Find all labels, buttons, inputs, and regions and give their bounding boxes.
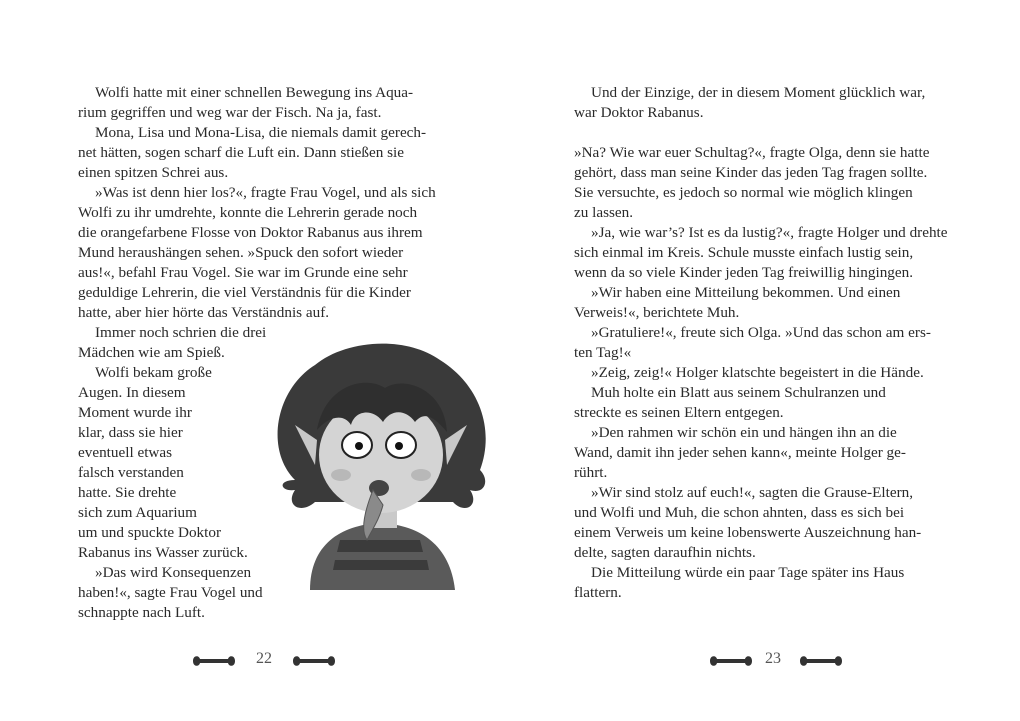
text-line: Wolfi bekam große bbox=[95, 364, 212, 381]
text-line: »Ja, wie war’s? Ist es da lustig?«, fragte Holger und drehte bbox=[591, 224, 948, 241]
text-line: aus!«, befahl Frau Vogel. Sie war im Grunde eine sehr bbox=[78, 264, 408, 281]
text-line: hatte, aber hier hörte das Verständnis auf. bbox=[78, 304, 330, 321]
left-text-top bbox=[78, 83, 448, 323]
page-number: 23 bbox=[765, 650, 781, 667]
text-line: klar, dass sie hier bbox=[78, 424, 183, 441]
text-line: »Gratuliere!«, freute sich Olga. »Und das schon am ers- bbox=[591, 324, 931, 341]
right-text-main bbox=[574, 143, 949, 603]
text-line: »Wir sind stolz auf euch!«, sagten die Grause-Eltern, bbox=[591, 484, 914, 501]
text-line: war Doktor Rabanus. bbox=[574, 104, 704, 121]
text-line: Wand, damit ihn jeder sehen kann«, meinte Holger ge- bbox=[574, 444, 906, 461]
right-page bbox=[510, 0, 1020, 721]
text-line: schnappte nach Luft. bbox=[78, 604, 205, 621]
text-line: gehört, dass man seine Kinder das jeden Tag fragen sollte. bbox=[574, 164, 928, 181]
text-line: um und spuckte Doktor bbox=[78, 524, 221, 541]
text-line: die orangefarbene Flosse von Doktor Rabanus aus ihrem bbox=[78, 224, 423, 241]
text-line: wenn da so viele Kinder jeden Tag freiwillig hingingen. bbox=[574, 264, 914, 281]
text-line: rium gegriffen und weg war der Fisch. Na ja, fast. bbox=[78, 104, 382, 121]
text-line: ten Tag!« bbox=[574, 344, 632, 361]
text-line: haben!«, sagte Frau Vogel und bbox=[78, 584, 263, 601]
girl-illustration bbox=[255, 330, 505, 590]
text-line: »Das wird Konsequenzen bbox=[95, 564, 252, 581]
text-line: Und der Einzige, der in diesem Moment glücklich war, bbox=[591, 84, 926, 101]
text-line: sich einmal im Kreis. Schule musste einfach lustig sein, bbox=[574, 244, 914, 261]
text-line: Mädchen wie am Spieß. bbox=[78, 344, 225, 361]
text-line: geduldige Lehrerin, die viel Verständnis für die Kinder bbox=[78, 284, 411, 301]
text-line: eventuell etwas bbox=[78, 444, 173, 461]
text-line: Moment wurde ihr bbox=[78, 404, 192, 421]
text-line: einem Verweis um keine lobenswerte Auszeichnung han- bbox=[574, 524, 922, 541]
bone-ornament-right bbox=[289, 653, 339, 669]
text-line: Mund heraushängen sehen. »Spuck den sofort wieder bbox=[78, 244, 404, 261]
text-line: »Den rahmen wir schön ein und hängen ihn an die bbox=[591, 424, 897, 441]
text-line: streckte es seinen Eltern entgegen. bbox=[574, 404, 784, 421]
text-line: »Wir haben eine Mitteilung bekommen. Und einen bbox=[591, 284, 901, 301]
text-line: Augen. In diesem bbox=[78, 384, 186, 401]
text-line: net hätten, sogen scharf die Luft ein. Dann stießen sie bbox=[78, 144, 405, 161]
text-line: Muh holte ein Blatt aus seinem Schulranzen und bbox=[591, 384, 886, 401]
text-line: Mona, Lisa und Mona-Lisa, die niemals damit gerech- bbox=[95, 124, 427, 141]
text-line: rührt. bbox=[574, 464, 608, 481]
text-line: und Wolfi und Muh, die schon ahnten, dass es sich bei bbox=[574, 504, 905, 521]
text-line: zu lassen. bbox=[574, 204, 634, 221]
text-line: »Na? Wie war euer Schultag?«, fragte Olga, denn sie hatte bbox=[574, 144, 930, 161]
text-line: einen spitzen Schrei aus. bbox=[78, 164, 229, 181]
text-line: Wolfi hatte mit einer schnellen Bewegung ins Aqua- bbox=[95, 84, 414, 101]
text-line: Wolfi zu ihr umdrehte, konnte die Lehrerin gerade noch bbox=[78, 204, 418, 221]
text-line: delte, sagten daraufhin nichts. bbox=[574, 544, 756, 561]
text-line: hatte. Sie drehte bbox=[78, 484, 177, 501]
bone-ornament-right bbox=[796, 653, 846, 669]
page-number: 22 bbox=[256, 650, 272, 667]
right-text-top bbox=[574, 83, 949, 123]
text-line: Verweis!«, berichtete Muh. bbox=[574, 304, 740, 321]
text-line: sich zum Aquarium bbox=[78, 504, 197, 521]
text-line: »Was ist denn hier los?«, fragte Frau Vogel, und als sich bbox=[95, 184, 436, 201]
text-line: Die Mitteilung würde ein paar Tage später ins Haus bbox=[591, 564, 905, 581]
shirt-shape bbox=[310, 523, 455, 590]
text-line: Sie versuchte, es jedoch so normal wie möglich klingen bbox=[574, 184, 913, 201]
text-line: »Zeig, zeig!« Holger klatschte begeistert in die Hände. bbox=[591, 364, 924, 381]
bone-ornament-left bbox=[189, 653, 239, 669]
bone-ornament-left bbox=[706, 653, 756, 669]
text-line: Immer noch schrien die drei bbox=[95, 324, 267, 341]
left-text-wrap bbox=[78, 323, 278, 623]
text-line: falsch verstanden bbox=[78, 464, 184, 481]
text-line: flattern. bbox=[574, 584, 622, 601]
text-line: Rabanus ins Wasser zurück. bbox=[78, 544, 248, 561]
